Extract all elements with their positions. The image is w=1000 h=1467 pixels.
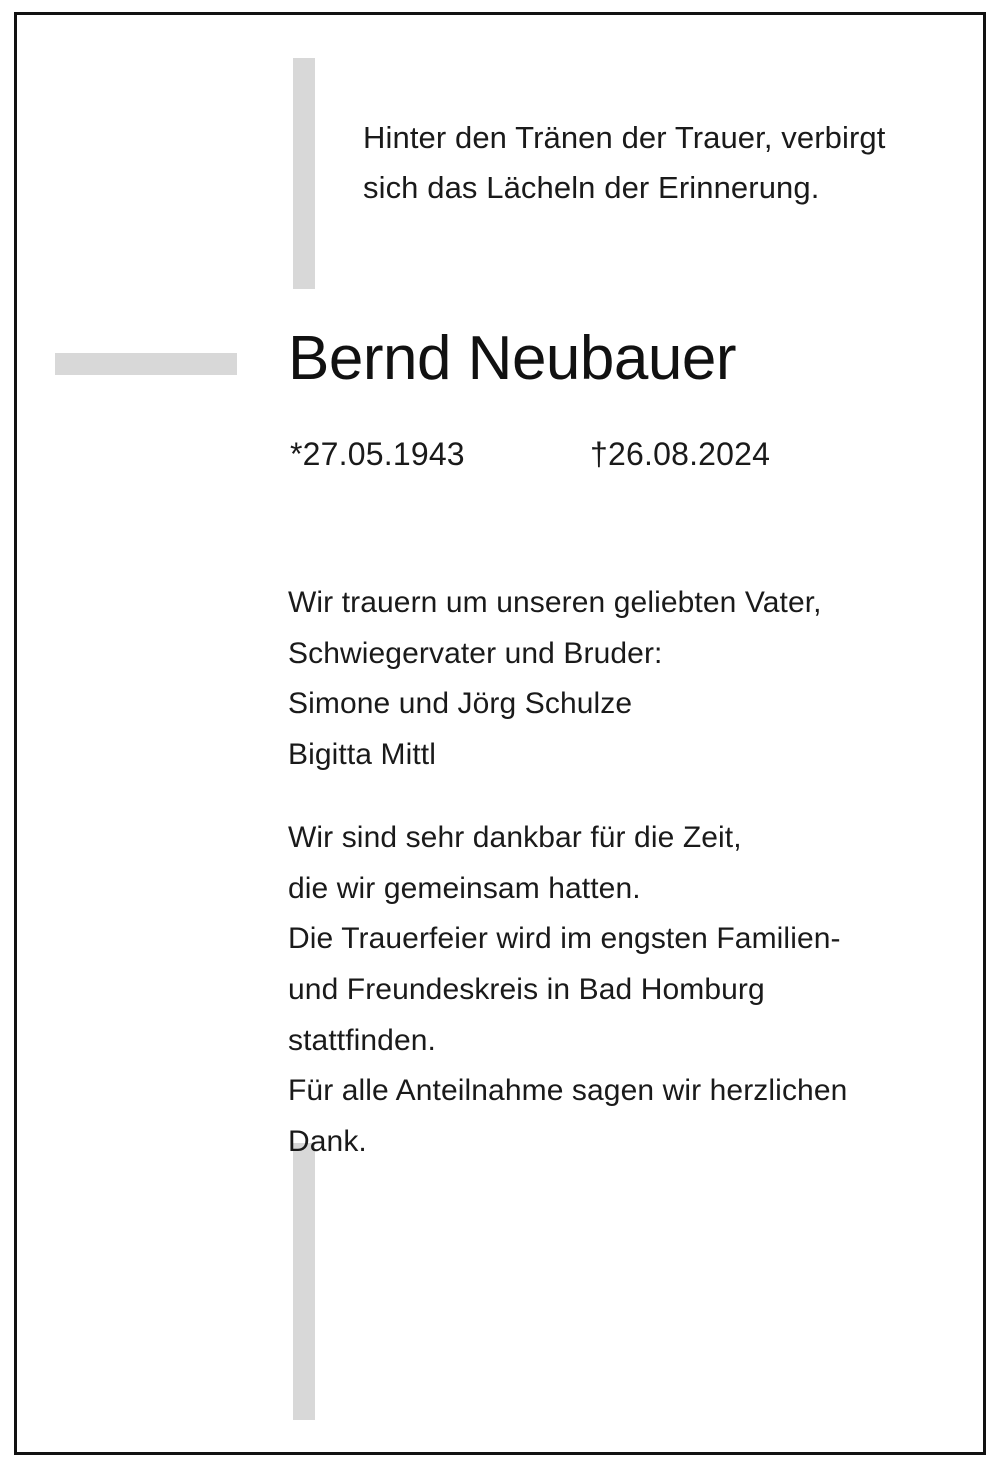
birth-date: *27.05.1943 [290,436,465,472]
family-block [288,578,822,781]
family-line: Schwiegervater und Bruder: [288,636,663,670]
decorative-bar-top [293,58,315,289]
deceased-name: Bernd Neubauer [288,324,736,393]
thanks-line: Dank. [288,1125,367,1159]
life-dates [290,436,770,473]
motto-line: Hinter den Tränen der Trauer, verbirgt [363,120,886,155]
thanks-line: Die Trauerfeier wird im engsten Familien- [288,922,841,956]
motto-text [363,113,983,213]
death-date: †26.08.2024 [590,436,771,472]
family-line: Wir trauern um unseren geliebten Vater, [288,586,822,619]
thanks-line: Für alle Anteilnahme sagen wir herzlichen [288,1074,848,1108]
motto-line: sich das Lächeln der Erinnerung. [363,170,820,206]
thanks-line: stattfinden. [288,1023,436,1057]
thanks-line: die wir gemeinsam hatten. [288,871,641,905]
thanks-line: Wir sind sehr dankbar für die Zeit, [288,821,742,854]
thanks-block [288,813,847,1168]
family-line: Bigitta Mittl [288,738,437,772]
family-line: Simone und Jörg Schulze [288,687,633,721]
decorative-bar-bottom [293,1143,315,1420]
decorative-bar-left [55,353,237,375]
thanks-line: und Freundeskreis in Bad Homburg [288,973,765,1007]
